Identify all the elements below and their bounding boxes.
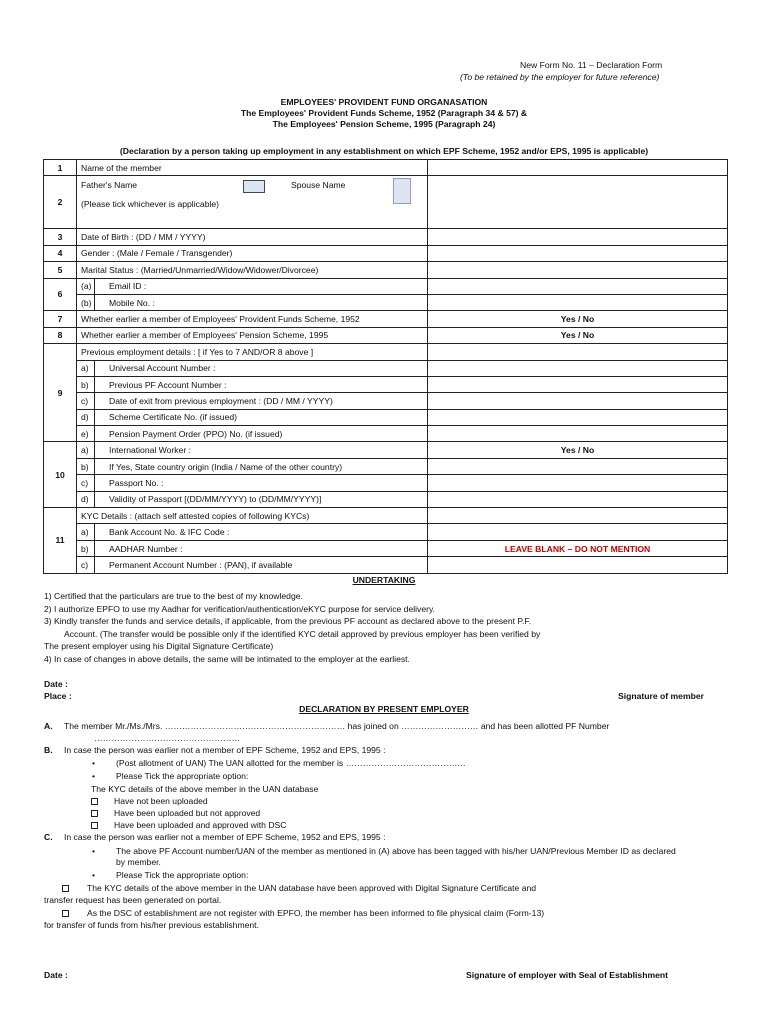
aadhar-warning: LEAVE BLANK – DO NOT MENTION	[428, 540, 728, 556]
checkbox[interactable]	[91, 810, 98, 817]
option-physical-claim[interactable]: As the DSC of establishment are not register with EPFO, the member has been informed to file physical claim (Form-13)	[62, 908, 544, 919]
name-field[interactable]	[428, 160, 728, 176]
uan-field[interactable]	[428, 360, 728, 376]
undertaking-3-cont2: The present employer using his Digital Signature Certificate)	[44, 641, 274, 651]
scheme-eps: The Employees' Pension Scheme, 1995 (Paragraph 24)	[272, 119, 496, 129]
section-b-tick: Please Tick the appropriate option:	[116, 771, 249, 781]
row-number: 6	[44, 278, 77, 311]
row-number: 8	[44, 327, 77, 343]
field-label: Pension Payment Order (PPO) No. (if issued)	[95, 426, 428, 442]
member-signature-label: Signature of member	[618, 691, 704, 701]
tick-instruction: (Please tick whichever is applicable)	[81, 199, 220, 210]
gender-field[interactable]	[428, 245, 728, 261]
section-c-tick: Please Tick the appropriate option:	[116, 870, 249, 880]
relation-cell	[77, 176, 428, 229]
undertaking-2: 2) I authorize EPFO to use my Aadhar for verification/authentication/eKYC purpose for service delivery.	[44, 604, 436, 614]
employer-declaration-title: DECLARATION BY PRESENT EMPLOYER	[299, 704, 469, 714]
field-label: Email ID :	[95, 278, 428, 294]
sub-key: (a)	[77, 278, 95, 294]
row-3	[44, 229, 728, 245]
sub-key: b)	[77, 376, 95, 392]
field-label: Date of exit from previous employment : (DD / MM / YYYY)	[95, 393, 428, 409]
member-place-label: Place :	[44, 691, 72, 701]
dob-field[interactable]	[428, 229, 728, 245]
sub-key: b)	[77, 458, 95, 474]
section-b-uan: (Post allotment of UAN) The UAN allotted for the member is ……………………………………	[116, 758, 466, 768]
employer-signature-label: Signature of employer with Seal of Establishment	[466, 970, 668, 980]
section-b-key: B.	[44, 745, 53, 755]
email-field[interactable]	[428, 278, 728, 294]
option-dsc-approved[interactable]: The KYC details of the above member in the UAN database have been approved with Digital Signature Certificate and	[62, 883, 536, 894]
row-11c	[44, 557, 728, 573]
row-11-head	[44, 508, 728, 524]
undertaking-title: UNDERTAKING	[352, 575, 416, 585]
sub-key: c)	[77, 393, 95, 409]
row-number: 10	[44, 442, 77, 508]
yes-no-field[interactable]: Yes / No	[428, 442, 728, 458]
row-9a	[44, 360, 728, 376]
pan-field[interactable]	[428, 557, 728, 573]
section-a-key: A.	[44, 721, 53, 731]
row-7	[44, 311, 728, 327]
field-label: Whether earlier a member of Employees' Provident Funds Scheme, 1952	[77, 311, 428, 327]
father-tickbox[interactable]	[243, 180, 265, 193]
bullet: •	[92, 870, 96, 880]
field-label: Scheme Certificate No. (if issued)	[95, 409, 428, 425]
row-6a	[44, 278, 728, 294]
row-10a	[44, 442, 728, 458]
passport-validity-field[interactable]	[428, 491, 728, 507]
employer-date-label: Date :	[44, 970, 68, 980]
section-a-pf-number: ……………………………………………	[94, 733, 241, 743]
row-5	[44, 262, 728, 278]
row-9-head	[44, 344, 728, 360]
row-number: 3	[44, 229, 77, 245]
field-label: KYC Details : (attach self attested copies of following KYCs)	[77, 508, 428, 524]
yes-no-field[interactable]: Yes / No	[428, 311, 728, 327]
sub-key: a)	[77, 360, 95, 376]
marital-status-field[interactable]	[428, 262, 728, 278]
bullet: •	[92, 758, 96, 768]
row-number: 11	[44, 508, 77, 574]
field-label: Universal Account Number :	[95, 360, 428, 376]
row-2	[44, 176, 728, 229]
field-label: International Worker :	[95, 442, 428, 458]
undertaking-1: 1) Certified that the particulars are true to the best of my knowledge.	[44, 591, 303, 601]
org-heading-block	[0, 97, 768, 130]
option-not-uploaded[interactable]: Have not been uploaded	[91, 796, 208, 807]
org-name: EMPLOYEES' PROVIDENT FUND ORGANASATION	[280, 97, 488, 107]
bank-field[interactable]	[428, 524, 728, 540]
member-details-table	[43, 159, 728, 574]
row-8	[44, 327, 728, 343]
row-4	[44, 245, 728, 261]
relation-name-field[interactable]	[428, 176, 728, 229]
row-9d	[44, 409, 728, 425]
section-c-tagged: The above PF Account number/UAN of the member as mentioned in (A) above has been tagged with his/her UAN/Previous Member ID as declared	[116, 846, 676, 856]
undertaking-3-cont: Account. (The transfer would be possible only if the identified KYC detail approved by previous employer has been verified by	[64, 629, 541, 639]
section-b-text: In case the person was earlier not a member of EPF Scheme, 1952 and EPS, 1995 :	[64, 745, 386, 755]
yes-no-field[interactable]: Yes / No	[428, 327, 728, 343]
field-label: Validity of Passport [(DD/MM/YYYY) to (DD/MM/YYYY)]	[95, 491, 428, 507]
field-label: Passport No. :	[95, 475, 428, 491]
field-label: Previous PF Account Number :	[95, 376, 428, 392]
country-field[interactable]	[428, 458, 728, 474]
field-label: AADHAR Number :	[95, 540, 428, 556]
field-label: Name of the member	[77, 160, 428, 176]
empty-cell	[428, 508, 728, 524]
field-label: If Yes, State country origin (India / Name of the other country)	[95, 458, 428, 474]
field-label: Date of Birth : (DD / MM / YYYY)	[77, 229, 428, 245]
checkbox[interactable]	[91, 798, 98, 805]
option-physical-claim-cont: for transfer of funds from his/her previous establishment.	[44, 920, 259, 930]
ppo-field[interactable]	[428, 426, 728, 442]
section-a-text: The member Mr./Ms./Mrs. ……………………………………………………… has joined on ……………………… and has been allotted PF Number	[64, 721, 610, 731]
row-number: 1	[44, 160, 77, 176]
exit-date-field[interactable]	[428, 393, 728, 409]
undertaking-3: 3) Kindly transfer the funds and service details, if applicable, from the previous PF account as declared above to the present P.F.	[44, 616, 532, 626]
field-label: Marital Status : (Married/Unmarried/Widow/Widower/Divorcee)	[77, 262, 428, 278]
section-c-text: In case the person was earlier not a member of EPF Scheme, 1952 and EPS, 1995 :	[64, 832, 386, 842]
sub-key: c)	[77, 557, 95, 573]
bullet: •	[92, 846, 96, 856]
field-label: Gender : (Male / Female / Transgender)	[77, 245, 428, 261]
row-9b	[44, 376, 728, 392]
section-c-tagged-cont: by member.	[116, 857, 161, 867]
checkbox[interactable]	[62, 885, 69, 892]
row-1	[44, 160, 728, 176]
scheme-cert-field[interactable]	[428, 409, 728, 425]
row-6b	[44, 294, 728, 310]
option-approved-dsc[interactable]: Have been uploaded and approved with DSC	[91, 820, 286, 831]
sub-key: c)	[77, 475, 95, 491]
row-10b	[44, 458, 728, 474]
section-b-kyc: The KYC details of the above member in the UAN database	[91, 784, 319, 794]
field-label: Whether earlier a member of Employees' Pension Scheme, 1995	[77, 327, 428, 343]
checkbox[interactable]	[62, 910, 69, 917]
section-c-key: C.	[44, 832, 53, 842]
sub-key: (b)	[77, 294, 95, 310]
form-number: New Form No. 11 – Declaration Form	[520, 60, 663, 70]
row-10d	[44, 491, 728, 507]
sub-key: e)	[77, 426, 95, 442]
sub-key: b)	[77, 540, 95, 556]
sub-key: a)	[77, 524, 95, 540]
row-11b	[44, 540, 728, 556]
row-number: 2	[44, 176, 77, 229]
row-10c	[44, 475, 728, 491]
undertaking-4: 4) In case of changes in above details, the same will be intimated to the employer at the earliest.	[44, 654, 410, 664]
row-9e	[44, 426, 728, 442]
field-label: Permanent Account Number : (PAN), if available	[95, 557, 428, 573]
father-name-label: Father's Name	[81, 180, 138, 191]
spouse-tickbox[interactable]	[393, 178, 411, 204]
row-number: 4	[44, 245, 77, 261]
row-number: 5	[44, 262, 77, 278]
passport-field[interactable]	[428, 475, 728, 491]
prev-pf-field[interactable]	[428, 376, 728, 392]
field-label: Mobile No. :	[95, 294, 428, 310]
row-number: 9	[44, 344, 77, 442]
mobile-field[interactable]	[428, 294, 728, 310]
row-11a	[44, 524, 728, 540]
sub-key: d)	[77, 409, 95, 425]
field-label: Previous employment details : [ if Yes to 7 AND/OR 8 above ]	[77, 344, 428, 360]
member-date-label: Date :	[44, 679, 68, 689]
bullet: •	[92, 771, 96, 781]
row-9c	[44, 393, 728, 409]
option-uploaded-not-approved[interactable]: Have been uploaded but not approved	[91, 808, 260, 819]
scheme-epf: The Employees' Provident Funds Scheme, 1952 (Paragraph 34 & 57) &	[240, 108, 528, 118]
declaration-note: (Declaration by a person taking up employment in any establishment on which EPF Scheme, 1952 and/or EPS, 1995 is applicable)	[119, 146, 649, 156]
checkbox[interactable]	[91, 822, 98, 829]
sub-key: d)	[77, 491, 95, 507]
empty-cell	[428, 344, 728, 360]
sub-key: a)	[77, 442, 95, 458]
row-number: 7	[44, 311, 77, 327]
spouse-name-label: Spouse Name	[291, 180, 346, 191]
option-dsc-approved-cont: transfer request has been generated on portal.	[44, 895, 222, 905]
retain-note: (To be retained by the employer for future reference)	[460, 72, 660, 82]
field-label: Bank Account No. & IFC Code :	[95, 524, 428, 540]
